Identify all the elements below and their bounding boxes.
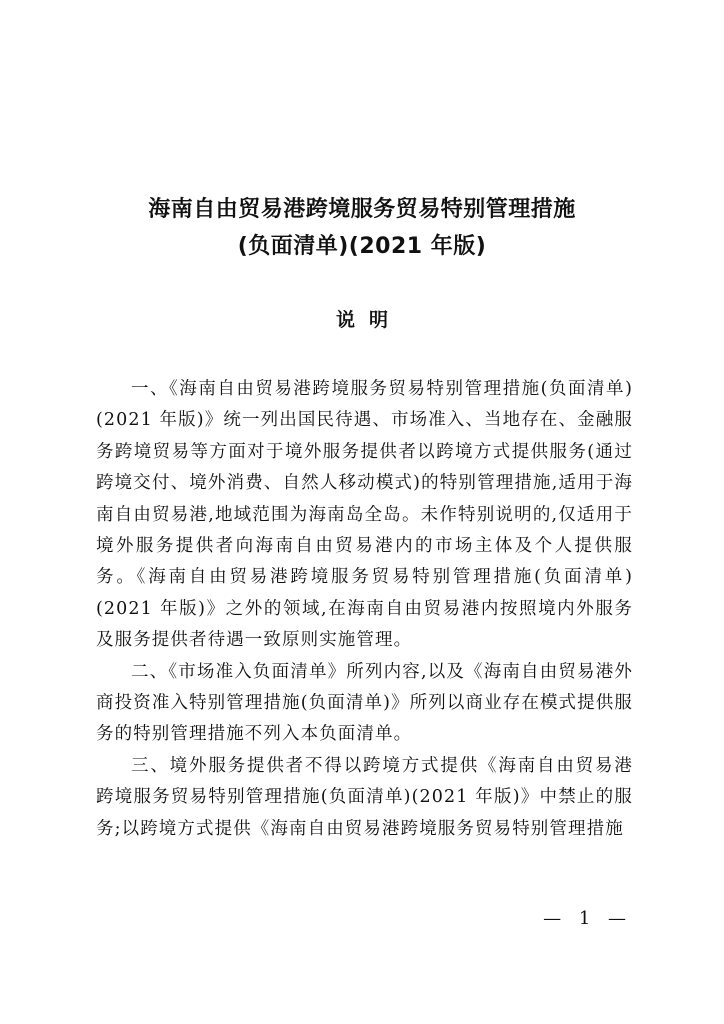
paragraph-3: 三、境外服务提供者不得以跨境方式提供《海南自由贸易港跨境服务贸易特别管理措施(负面清单)(2021 年版)》中禁止的服务;以跨境方式提供《海南自由贸易港跨境服务贸易特别管理措施: [96, 755, 633, 839]
document-title-line-1: 海南自由贸易港跨境服务贸易特别管理措施: [148, 197, 576, 222]
section-heading: 说明: [335, 309, 402, 331]
document-body: [96, 374, 633, 845]
page-number: — 1 —: [543, 908, 632, 929]
document-title-line-2: (负面清单)(2021 年版): [237, 234, 487, 259]
paragraph-2: 二、《市场准入负面清单》所列内容,以及《海南自由贸易港外商投资准入特别管理措施(负面清单)》所列以商业存在模式提供服务的特别管理措施不列入本负面清单。: [96, 661, 633, 745]
paragraph-1: 一、《海南自由贸易港跨境服务贸易特别管理措施(负面清单)(2021 年版)》统一列出国民待遇、市场准入、当地存在、金融服务跨境贸易等方面对于境外服务提供者以跨境方式提供服务(通过跨境交付、境外消费、自然人移动模式)的特别管理措施,适用于海南自由贸易港,地域范围为海南岛全岛。未作特别说明的,仅适用于境外服务提供者向海南自由贸易港内的市场主体及个人提供服务。《海南自由贸易港跨境服务贸易特别管理措施(负面清单)(2021 年版)》之外的领域,在海南自由贸易港内按照境内外服务及服务提供者待遇一致原则实施管理。: [96, 379, 633, 651]
